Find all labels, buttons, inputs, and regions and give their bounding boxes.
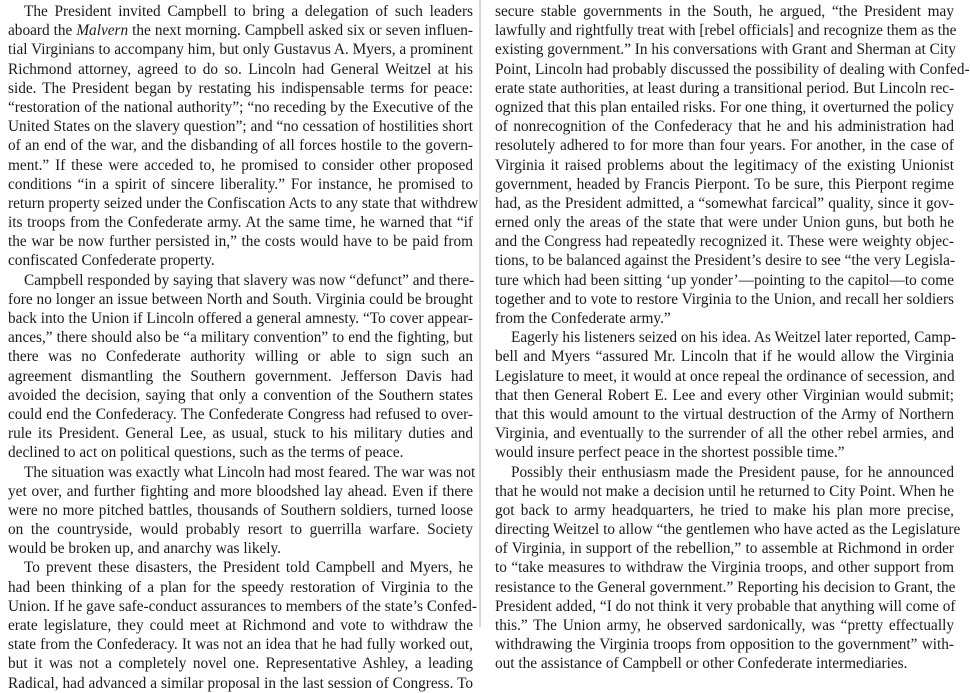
text-line: the war be now further persisted in,” the costs would have to be paid from	[8, 233, 473, 251]
text-line: existing government.” In his conversations with Grant and Sherman at City	[495, 41, 956, 59]
text-line: bell and Myers “assured Mr. Lincoln that if he would allow the Virginia	[495, 348, 954, 366]
text-line: Virginia it raised problems about the legitimacy of the existing Unionist	[495, 156, 954, 174]
text-line: state from the Confederacy. It was not an idea that he had fully worked out,	[8, 636, 473, 654]
text-line: could end the Confederacy. The Confederate Congress had refused to over-	[8, 405, 473, 423]
text-line: resolutely adhered to for more than four years. For another, in the case of	[495, 137, 954, 155]
text-line: resistance to the General government.” Reporting his decision to Grant, the	[495, 578, 956, 596]
text-line: The situation was exactly what Lincoln had most feared. The war was not	[24, 463, 476, 481]
text-line: side. The President began by restating his indispensable terms for peace:	[8, 79, 473, 97]
text-line: and the Congress had repeatedly recognized it. These were weighty objec-	[495, 233, 954, 251]
text-line: of nonrecognition of the Confederacy that he and his administration had	[495, 118, 954, 136]
text-line: yet over, and further fighting and more bloodshed lay ahead. Even if there	[8, 482, 473, 500]
text-line: tions, to be balanced against the President’s desire to see “the very Legisla-	[495, 252, 956, 270]
text-line: ances,” there should also be “a military convention” to end the fighting, but	[8, 329, 473, 347]
text-line: United States on the slavery question”; and “no cessation of hostilities short	[8, 118, 473, 136]
text-line: Radical, had advanced a similar proposal in the last session of Congress. To	[8, 674, 473, 692]
text-line: aboard the Malvern the next morning. Campbell asked six or seven influen-	[8, 22, 473, 40]
text-line: Point, Lincoln had probably discussed the possibility of dealing with Confed-	[495, 60, 970, 78]
text-line: that this would amount to the virtual destruction of the Army of Northern	[495, 405, 954, 423]
text-line: lawfully and rightfully treat with [rebel officials] and recognize them as the	[495, 22, 957, 40]
text-line: Eagerly his listeners seized on his idea. As Weitzel later reported, Camp-	[511, 329, 956, 347]
text-line: out the assistance of Campbell or other Confederate intermediaries.	[495, 655, 908, 673]
text-line: but it was not a completely novel one. Representative Ashley, a leading	[8, 655, 473, 673]
text-line: declined to act on political questions, such as the terms of peace.	[8, 444, 404, 462]
text-line: together and to vote to restore Virginia to the Union, and recall her soldiers	[495, 290, 954, 308]
text-line: Legislature to meet, it would at once repeal the ordinance of secession, and	[495, 367, 955, 385]
text-line: Possibly their enthusiasm made the President pause, for he announced	[511, 463, 954, 481]
text-line: would insure perfect peace in the shortest possible time.”	[495, 444, 845, 462]
text-line: confiscated Confederate property.	[8, 252, 215, 270]
text-line: its troops from the Confederate army. At the same time, he warned that “if	[8, 214, 473, 232]
text-line: of an end of the war, and the disbanding of all forces hostile to the govern-	[8, 137, 473, 155]
text-line: “restoration of the national authority”; “no receding by the Executive of the	[8, 98, 473, 116]
text-line: secure stable governments in the South, he argued, “the President may	[495, 3, 954, 20]
text-line: had been thinking of a plan for the speedy restoration of Virginia to the	[8, 578, 473, 596]
text-line: President added, “I do not think it very probable that anything will come of	[495, 597, 956, 615]
left-text-column	[0, 0, 479, 692]
text-line: back into the Union if Lincoln offered a general amnesty. “To cover appear-	[8, 310, 473, 327]
text-line: The President invited Campbell to bring a delegation of such leaders	[24, 3, 473, 20]
text-line: tial Virginians to accompany him, but only Gustavus A. Myers, a prominent	[8, 41, 473, 59]
text-line: erate legislature, they could meet at Richmond and vote to withdraw the	[8, 617, 473, 634]
text-line: ognized that this plan entailed risks. For one thing, it overturned the policy	[495, 98, 954, 116]
text-line: there was no Confederate authority willing or able to sign such an	[8, 348, 473, 366]
text-line: to “take measures to withdraw the Virginia troops, and other support from	[495, 559, 954, 577]
text-line: on the countryside, would probably resort to guerrilla warfare. Society	[8, 521, 473, 539]
text-line: had, as the President admitted, a “somewhat farcical” quality, since it gov-	[495, 194, 954, 212]
text-line: agreement dismantling the Southern government. Jefferson Davis had	[8, 367, 473, 385]
right-text-column	[481, 0, 970, 673]
text-line: To prevent these disasters, the President told Campbell and Myers, he	[24, 559, 473, 577]
text-line: ment.” If these were acceded to, he promised to consider other proposed	[8, 156, 473, 174]
text-line: of Virginia, in support of the rebellion,” to assemble at Richmond in order	[495, 540, 954, 558]
text-line: fore no longer an issue between North and South. Virginia could be brought	[8, 290, 473, 308]
text-line: ture which had been sitting ‘up yonder’—pointing to the capitol—to come	[495, 271, 954, 289]
text-line: that he would not make a decision until he returned to City Point. When he	[495, 482, 954, 500]
text-line: that then General Robert E. Lee and every other Virginian would submit;	[495, 386, 954, 404]
text-line: Union. If he gave safe-conduct assurances to members of the state’s Confed-	[8, 597, 477, 615]
text-line: conditions “in a spirit of sincere liberality.” For instance, he promised to	[8, 175, 473, 193]
text-line: were no more pitched battles, thousands of Southern soldiers, turned loose	[8, 501, 473, 519]
text-line: return property seized under the Confiscation Acts to any state that withdrew	[8, 194, 479, 212]
text-line: got back to army headquarters, he tried to make his plan more precise,	[495, 501, 954, 519]
text-line: Virginia, and eventually to the surrender of all the other rebel armies, and	[495, 425, 954, 443]
text-line: rule its President. General Lee, as usual, stuck to his military duties and	[8, 425, 473, 443]
text-line: Richmond attorney, agreed to do so. Lincoln had General Weitzel at his	[8, 60, 473, 78]
text-line: from the Confederate army.”	[495, 310, 671, 327]
text-line: erned only the areas of the state that were under Union guns, but both he	[495, 214, 954, 232]
text-line: avoided the decision, saying that only a convention of the Southern states	[8, 386, 473, 404]
text-line: this.” The Union army, he observed sardonically, was “pretty effectually	[495, 617, 954, 634]
text-line: government, headed by Francis Pierpont. To be sure, this Pierpont regime	[495, 175, 954, 193]
text-line: withdrawing the Virginia troops from opposition to the government” with-	[495, 636, 954, 654]
text-line: erate state authorities, at least during a transitional period. But Lincoln rec-	[495, 79, 955, 97]
text-line: directing Weitzel to allow “the gentlemen who have acted as the Legislature	[495, 521, 961, 539]
text-line: Campbell responded by saying that slavery was now “defunct” and there-	[24, 271, 475, 289]
text-line: would be broken up, and anarchy was likely.	[8, 540, 281, 558]
